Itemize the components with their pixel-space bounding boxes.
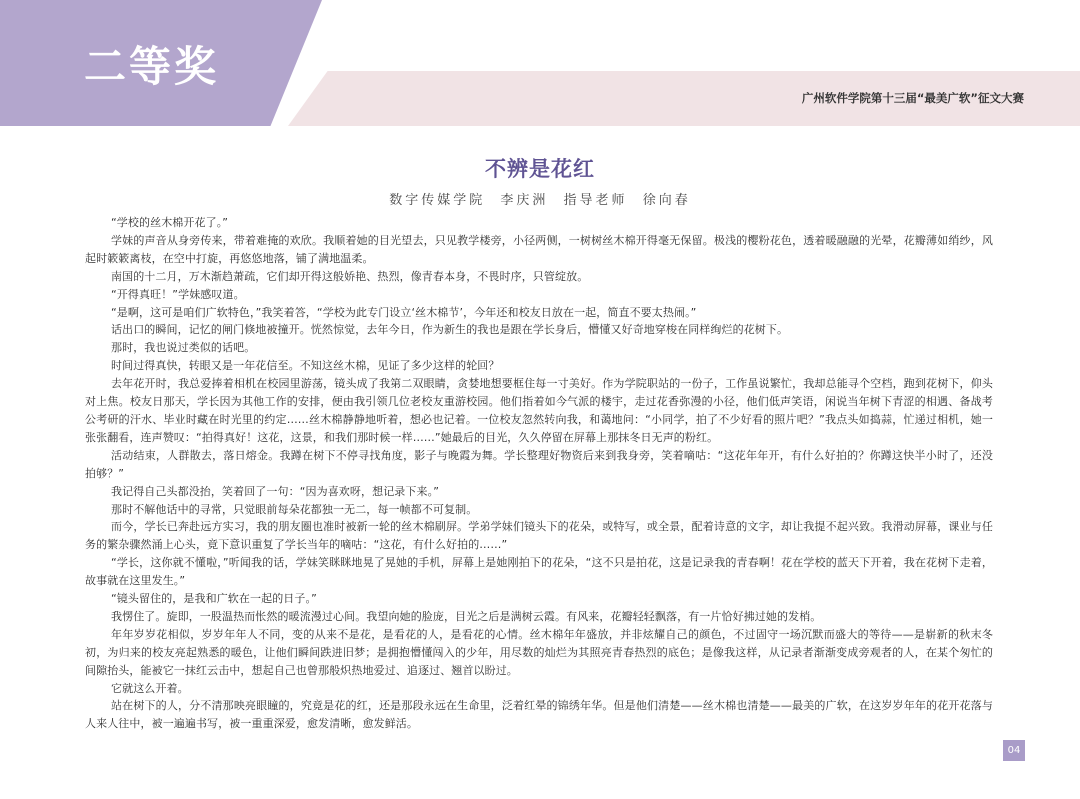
paragraph: 去年花开时，我总爱捧着相机在校园里游荡，镜头成了我第二双眼睛，贪婪地想要框住每一寸美好。作为学院职站的一份子，工作虽说繁忙，我却总能寻个空档，跑到花树下，仰头对上焦。校友日那天，学长因为其他工作的安排，便由我引领几位老校友重游校园。他们指着如今气派的楼宇，走过花香弥漫的小径，他们低声笑语，闲说当年树下青涩的相遇、备战考公考研的汗水、毕业时藏在时光里的约定……丝木棉静静地听着，想必也记着。一位校友忽然转向我，和蔼地问：“小同学，拍了不少好看的照片吧？”我点头如捣蒜，忙递过相机，她一张张翻看，连声赞叹：“拍得真好！这花，这景，和我们那时候一样……”她最后的目光，久久停留在屏幕上那抹冬日无声的粉红。	[85, 377, 993, 444]
paragraph: 它就这么开着。	[111, 681, 189, 695]
page-number-badge: 04	[1003, 740, 1025, 761]
paragraph: 南国的十二月，万木渐趋萧疏，它们却开得这般娇艳、热烈，像青春本身，不畏时序，只管绽放。	[111, 269, 589, 283]
paragraph: “镜头留住的，是我和广软在一起的日子。”	[111, 592, 317, 606]
paragraph: “学校的丝木棉开花了。”	[111, 216, 229, 229]
paragraph: 那时，我也说过类似的话吧。	[111, 341, 256, 355]
paragraph: 学妹的声音从身旁传来，带着难掩的欢欣。我顺着她的目光望去，只见教学楼旁，小径两侧，一树树丝木棉开得毫无保留。极浅的樱粉花色，透着暖融融的光晕，花瓣薄如绡纱，风起时簌簌离枝，在空中打旋，再悠悠地落，铺了满地温柔。	[85, 233, 993, 265]
article-byline: 数字传媒学院 李庆洲 指导老师 徐向春	[389, 193, 691, 208]
paragraph: 站在树下的人，分不清那映亮眼瞳的，究竟是花的红，还是那段永远在生命里，泛着红晕的锦绣年华。但是他们清楚——丝木棉也清楚——最美的广软，在这岁岁年年的花开花落与人来人往中，被一遍遍书写，被一重重深爱，愈发清晰，愈发鲜活。	[85, 699, 993, 731]
paragraph: 年年岁岁花相似，岁岁年年人不同，变的从来不是花，是看花的人，是看花的心情。丝木棉年年盛放，并非炫耀自己的颜色，不过固守一场沉默而盛大的等待——是崭新的秋末冬初，为归来的校友亮起熟悉的暖色，让他们瞬间跌进旧梦；是拥抱懵懂闯入的少年，用尽数的灿烂为其照亮青春热烈的底色；是像我这样，从记录者渐渐变成旁观者的人，在某个匆忙的间隙抬头，能被它一抹红云击中，想起自己也曾那般炽热地爱过、追逐过、翘首以盼过。	[85, 627, 993, 677]
award-label: 二等奖	[84, 42, 220, 91]
paragraph: “是啊，这可是咱们广软特色，”我笑着答，“学校为此专门设立‘丝木棉节’，今年还和校友日放在一起，简直不要太热闹。”	[111, 305, 697, 319]
paragraph: 时间过得真快，转眼又是一年花信至。不知这丝木棉，见证了多少这样的轮回？	[111, 359, 500, 373]
contest-name: 广州软件学院第十三届“最美广软”征文大赛	[801, 91, 1024, 105]
paragraph: 活动结束，人群散去，落日熔金。我蹲在树下不停寻找角度，影子与晚霞为舞。学长整理好物资后来到我身旁，笑着嘀咕：“这花年年开，有什么好拍的？你蹲这快半小时了，还没拍够？”	[85, 448, 993, 480]
paragraph: 而今，学长已奔赴远方实习，我的朋友圈也准时被新一轮的丝木棉刷屏。学弟学妹们镜头下的花朵，或特写，或全景，配着诗意的文字，却让我提不起兴致。我滑动屏幕，课业与任务的繁杂骤然涌上心头，竟下意识重复了学长当年的嘀咕：“这花，有什么好拍的……”	[85, 520, 993, 552]
paragraph: 那时不解他话中的寻常，只觉眼前每朵花都独一无二，每一帧都不可复制。	[111, 502, 478, 516]
article-body	[85, 214, 993, 733]
article-title: 不辨是花红	[485, 157, 595, 181]
paragraph: “开得真旺！”学妹感叹道。	[111, 287, 245, 301]
paragraph: 我愣住了。旋即，一股温热而怅然的暖流漫过心间。我望向她的脸庞，目光之后是满树云霞。有风来，花瓣轻轻飘落，有一片恰好拂过她的发梢。	[111, 609, 822, 623]
paragraph: 话出口的瞬间，记忆的闸门倏地被撞开。恍然惊觉，去年今日，作为新生的我也是跟在学长身后，懵懂又好奇地穿梭在同样绚烂的花树下。	[111, 323, 789, 337]
paragraph: “学长，这你就不懂啦，”听闻我的话，学妹笑眯眯地晃了晃她的手机，屏幕上是她刚拍下的花朵，“这不只是拍花，这是记录我的青春啊！花在学校的蓝天下开着，我在花树下走着，故事就在这里发生。”	[85, 556, 993, 588]
paragraph: 我记得自己头都没抬，笑着回了一句：“因为喜欢呀，想记录下来。”	[111, 484, 439, 498]
